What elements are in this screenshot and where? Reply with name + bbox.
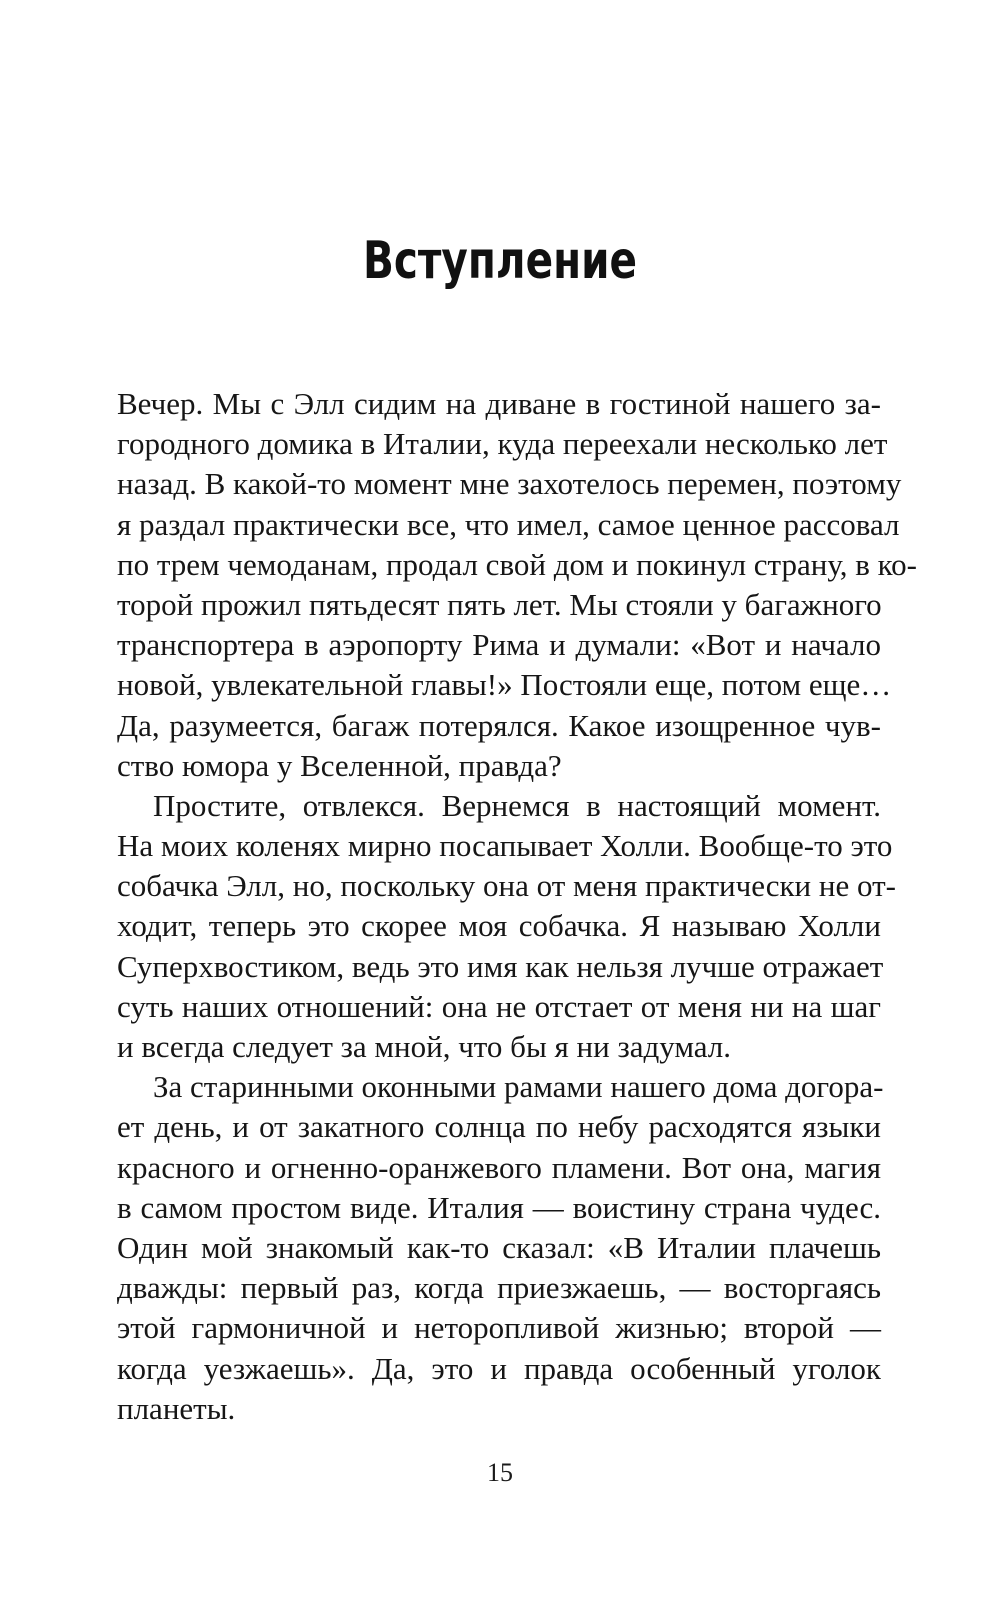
text-line: и всегда следует за мной, что бы я ни задумал. xyxy=(117,1029,731,1064)
text-line: торой прожил пятьдесят пять лет. Мы стояли у багажного xyxy=(117,586,882,622)
text-line: На моих коленях мирно посапывает Холли. Вообще-то это xyxy=(117,828,893,864)
page-number: 15 xyxy=(487,1458,513,1487)
text-line: Суперхвостиком, ведь это имя как нельзя лучше отражает xyxy=(117,948,884,984)
text-line: За старинными оконными рамами нашего дома догора- xyxy=(153,1069,884,1105)
body-text xyxy=(117,384,917,1429)
text-line: Вечер. Мы с Элл сидим на диване в гостиной нашего за- xyxy=(117,386,881,421)
text-line: этой гармоничной и неторопливой жизнью; второй — xyxy=(117,1310,881,1346)
paragraph-1 xyxy=(117,384,917,786)
text-line: дважды: первый раз, когда приезжаешь, — восторгаясь xyxy=(117,1270,881,1306)
text-line: собачка Элл, но, поскольку она от меня практически не от- xyxy=(117,868,896,904)
text-line: назад. В какой-то момент мне захотелось перемен, поэтому xyxy=(117,466,902,502)
text-line: когда уезжаешь». Да, это и правда особенный уголок xyxy=(117,1350,881,1386)
text-line: Простите, отвлекся. Вернемся в настоящий момент. xyxy=(153,787,881,823)
text-line: я раздал практически все, что имел, самое ценное рассовал xyxy=(117,506,900,542)
chapter-title: Вступление xyxy=(362,231,638,291)
text-line: ство юмора у Вселенной, правда? xyxy=(117,747,562,783)
text-line: планеты. xyxy=(117,1390,236,1426)
text-line: ходит, теперь это скорее моя собачка. Я называю Холли xyxy=(117,908,881,944)
text-line: транспортера в аэропорту Рима и думали: «Вот и начало xyxy=(117,627,881,663)
text-line: красного и огненно-оранжевого пламени. Вот она, магия xyxy=(117,1149,881,1185)
text-line: в самом простом виде. Италия — воистину страна чудес. xyxy=(117,1189,881,1225)
text-line: Один мой знакомый как-то сказал: «В Италии плачешь xyxy=(117,1229,881,1265)
paragraph-2 xyxy=(117,786,896,1067)
text-line: городного домика в Италии, куда переехали несколько лет xyxy=(117,426,888,462)
text-line: Да, разумеется, багаж потерялся. Какое изощренное чув- xyxy=(117,707,881,743)
text-line: новой, увлекательной главы!» Постояли еще, потом еще… xyxy=(117,667,892,703)
text-line: суть наших отношений: она не отстает от меня ни на шаг xyxy=(117,988,881,1024)
text-line: по трем чемоданам, продал свой дом и покинул страну, в ко- xyxy=(117,546,917,582)
text-line: ет день, и от закатного солнца по небу расходятся языки xyxy=(117,1109,881,1145)
paragraph-3 xyxy=(117,1067,884,1429)
